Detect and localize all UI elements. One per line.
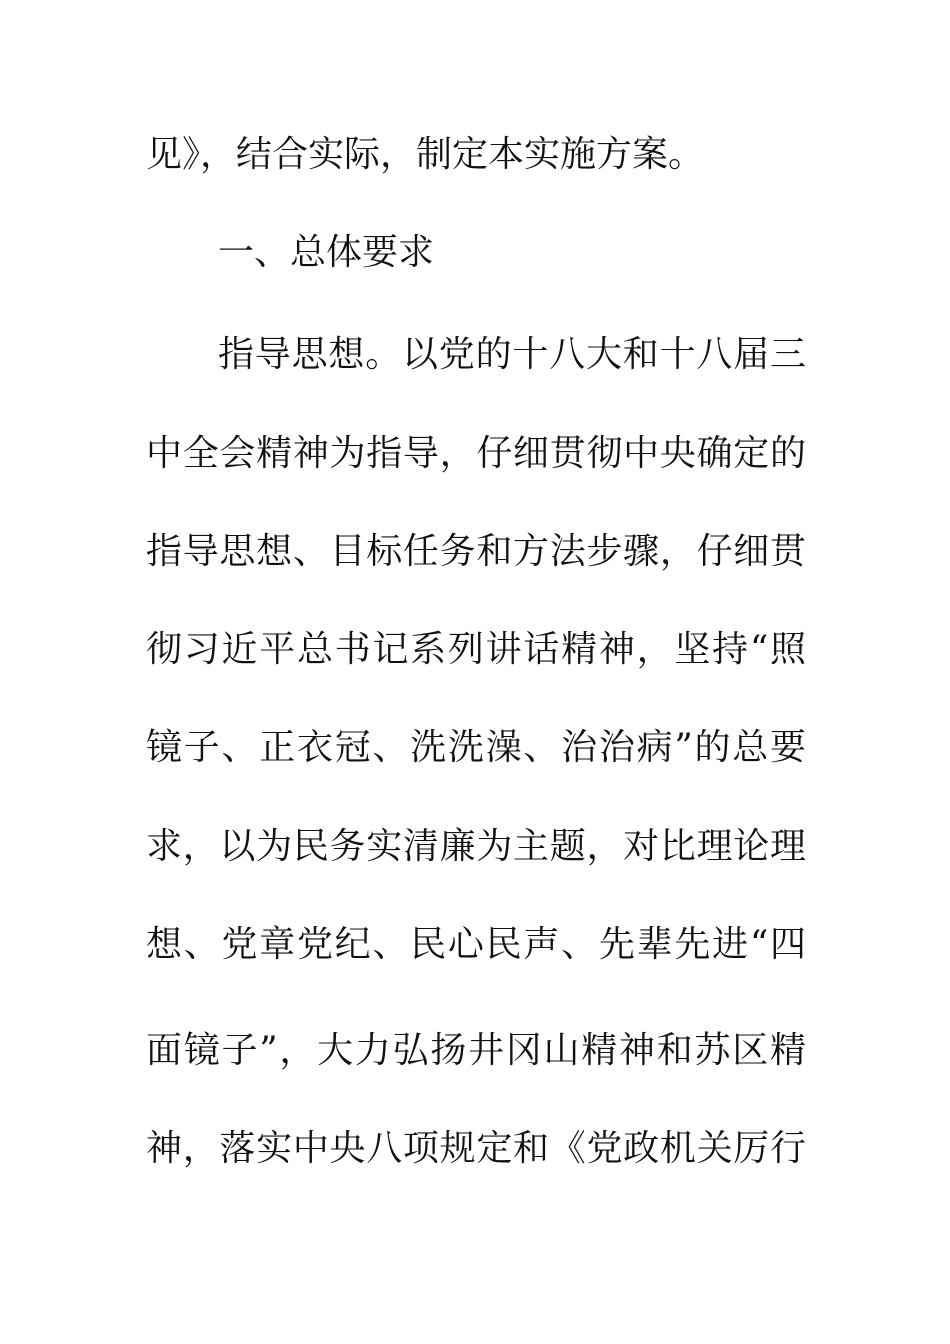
paragraph-line: 想、党章党纪、民心民声、先辈先进“四 — [146, 924, 806, 965]
paragraph-line: 指导思想、目标任务和方法步骤，仔细贯 — [146, 531, 806, 572]
paragraph-line: 神，落实中央八项规定和《党政机关厉行 — [146, 1128, 806, 1169]
paragraph-line: 中全会精神为指导，仔细贯彻中央确定的 — [146, 433, 806, 474]
paragraph-line: 镜子、正衣冠、洗洗澡、治治病”的总要 — [146, 727, 806, 768]
paragraph-line: 求，以为民务实清廉为主题，对比理论理 — [146, 826, 806, 867]
paragraph-line: 面镜子”，大力弘扬井冈山精神和苏区精 — [146, 1030, 806, 1071]
paragraph-line-continuation: 见》，结合实际，制定本实施方案。 — [146, 134, 705, 175]
section-heading: 一、总体要求 — [218, 232, 435, 273]
paragraph-line: 彻习近平总书记系列讲话精神，坚持“照 — [146, 629, 806, 670]
paragraph-line-first: 指导思想。以党的十八大和十八届三 — [218, 334, 806, 375]
